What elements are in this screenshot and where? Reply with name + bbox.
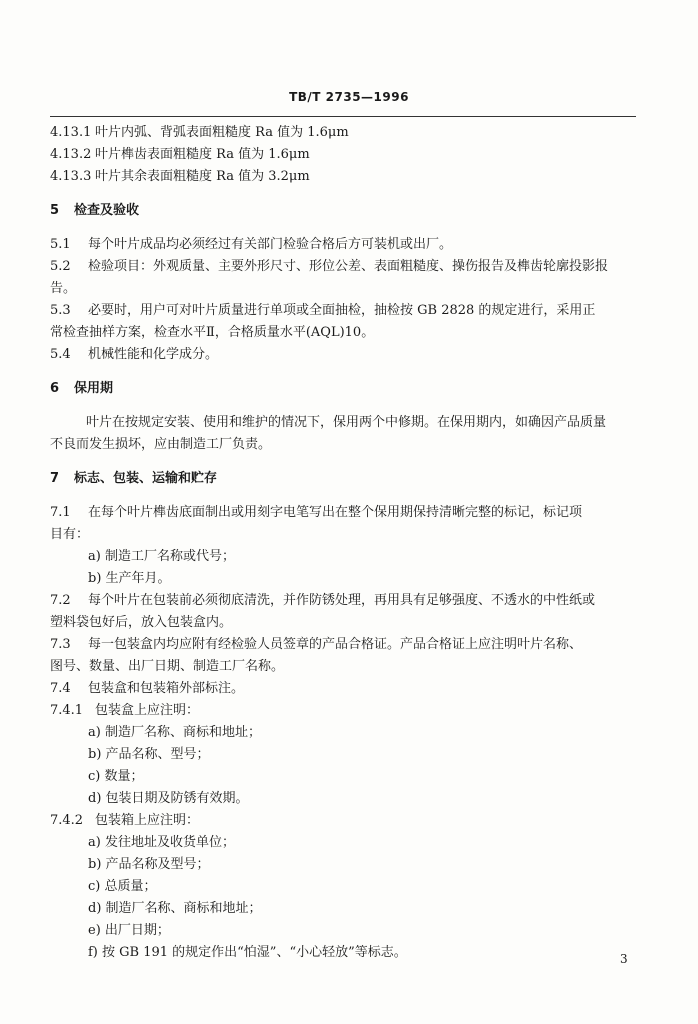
section-5-heading [50,200,638,222]
page-number: 3 [620,952,628,966]
list-item: b) 产品名称、型号； [88,747,210,762]
section-7-heading [50,468,638,490]
clause-7-4 [50,678,638,700]
clause-text: 每个叶片成品均必须经过有关部门检验合格后方可装机或出厂。 [88,237,453,252]
clause-5-3 [50,300,638,322]
clause-text: 叶片榫齿表面粗糙度 Ra 值为 1.6μm [95,147,310,162]
clause-text: 每一包装盒内均应附有经检验人员签章的产品合格证。产品合格证上应注明叶片名称、 [88,637,583,652]
clause-number: 5.1 [50,237,71,252]
clause-number: 7.4.1 [50,703,84,718]
section-title: 标志、包装、运输和贮存 [74,471,218,486]
clause-text: 在每个叶片榫齿底面制出或用刻字电笔写出在整个保用期保持清晰完整的标记，标记项 [88,505,583,520]
clause-text: 每个叶片在包装前必须彻底清洗，并作防锈处理，再用具有足够强度、不透水的中性纸或 [88,593,596,608]
clause-7-1 [50,502,638,524]
list-item: a) 制造工厂名称或代号； [88,549,235,564]
standard-code-header: TB/T 2735—1996 [289,90,409,104]
clause-7-3-cont: 图号、数量、出厂日期、制造工厂名称。 [50,659,285,674]
clause-4-13-1 [50,122,638,144]
clause-number: 7.2 [50,593,71,608]
section-6-heading [50,378,638,400]
list-item: e) 出厂日期； [88,923,170,938]
clause-text: 包装箱上应注明： [95,813,200,828]
clause-4-13-2 [50,144,638,166]
document-body [50,122,638,964]
clause-text: 机械性能和化学成分。 [88,347,219,362]
clause-5-4 [50,344,638,366]
clause-number: 4.13.3 [50,169,92,184]
section-number: 7 [50,471,60,486]
paragraph-6-cont: 不良而发生损坏，应由制造工厂负责。 [50,437,272,452]
clause-text: 包装盒上应注明： [95,703,200,718]
clause-number: 5.3 [50,303,71,318]
clause-number: 7.4 [50,681,71,696]
clause-text: 叶片其余表面粗糙度 Ra 值为 3.2μm [95,169,310,184]
list-item: a) 发往地址及收货单位； [88,835,235,850]
clause-7-2-cont: 塑料袋包好后，放入包装盒内。 [50,615,233,630]
clause-5-2-cont: 告。 [50,281,77,296]
clause-number: 5.2 [50,259,71,274]
section-title: 检查及验收 [74,203,140,218]
clause-7-4-2 [50,810,638,832]
clause-text: 必要时，用户可对叶片质量进行单项或全面抽检，抽检按 GB 2828 的规定进行，采用正 [88,303,596,318]
clause-number: 4.13.2 [50,147,92,162]
clause-number: 5.4 [50,347,71,362]
clause-text: 包装盒和包装箱外部标注。 [88,681,245,696]
clause-number: 7.1 [50,505,71,520]
clause-7-2 [50,590,638,612]
header-rule [50,116,636,117]
clause-7-3 [50,634,638,656]
clause-number: 4.13.1 [50,125,92,140]
clause-number: 7.4.2 [50,813,84,828]
list-item: d) 包装日期及防锈有效期。 [88,791,249,806]
paragraph-6: 叶片在按规定安装、使用和维护的情况下，保用两个中修期。在保用期内，如确因产品质量 [86,415,607,430]
list-item: a) 制造厂名称、商标和地址； [88,725,261,740]
clause-4-13-3 [50,166,638,188]
clause-5-3-cont: 常检查抽样方案，检查水平Ⅱ，合格质量水平(AQL)10。 [50,325,375,340]
clause-text: 叶片内弧、背弧表面粗糙度 Ra 值为 1.6μm [95,125,349,140]
section-number: 5 [50,203,60,218]
clause-text: 检验项目：外观质量、主要外形尺寸、形位公差、表面粗糙度、操伤报告及榫齿轮廓投影报 [88,259,609,274]
list-item: f) 按 GB 191 的规定作出“怕湿”、“小心轻放”等标志。 [88,945,407,960]
clause-5-1 [50,234,638,256]
list-item: c) 总质量； [88,879,157,894]
clause-number: 7.3 [50,637,71,652]
clause-5-2 [50,256,638,278]
list-item: c) 数量； [88,769,144,784]
section-title: 保用期 [74,381,114,396]
list-item: b) 产品名称及型号； [88,857,210,872]
list-item: d) 制造厂名称、商标和地址； [88,901,262,916]
section-number: 6 [50,381,60,396]
clause-7-4-1 [50,700,638,722]
clause-7-1-cont: 目有： [50,527,90,542]
list-item: b) 生产年月。 [88,571,171,586]
